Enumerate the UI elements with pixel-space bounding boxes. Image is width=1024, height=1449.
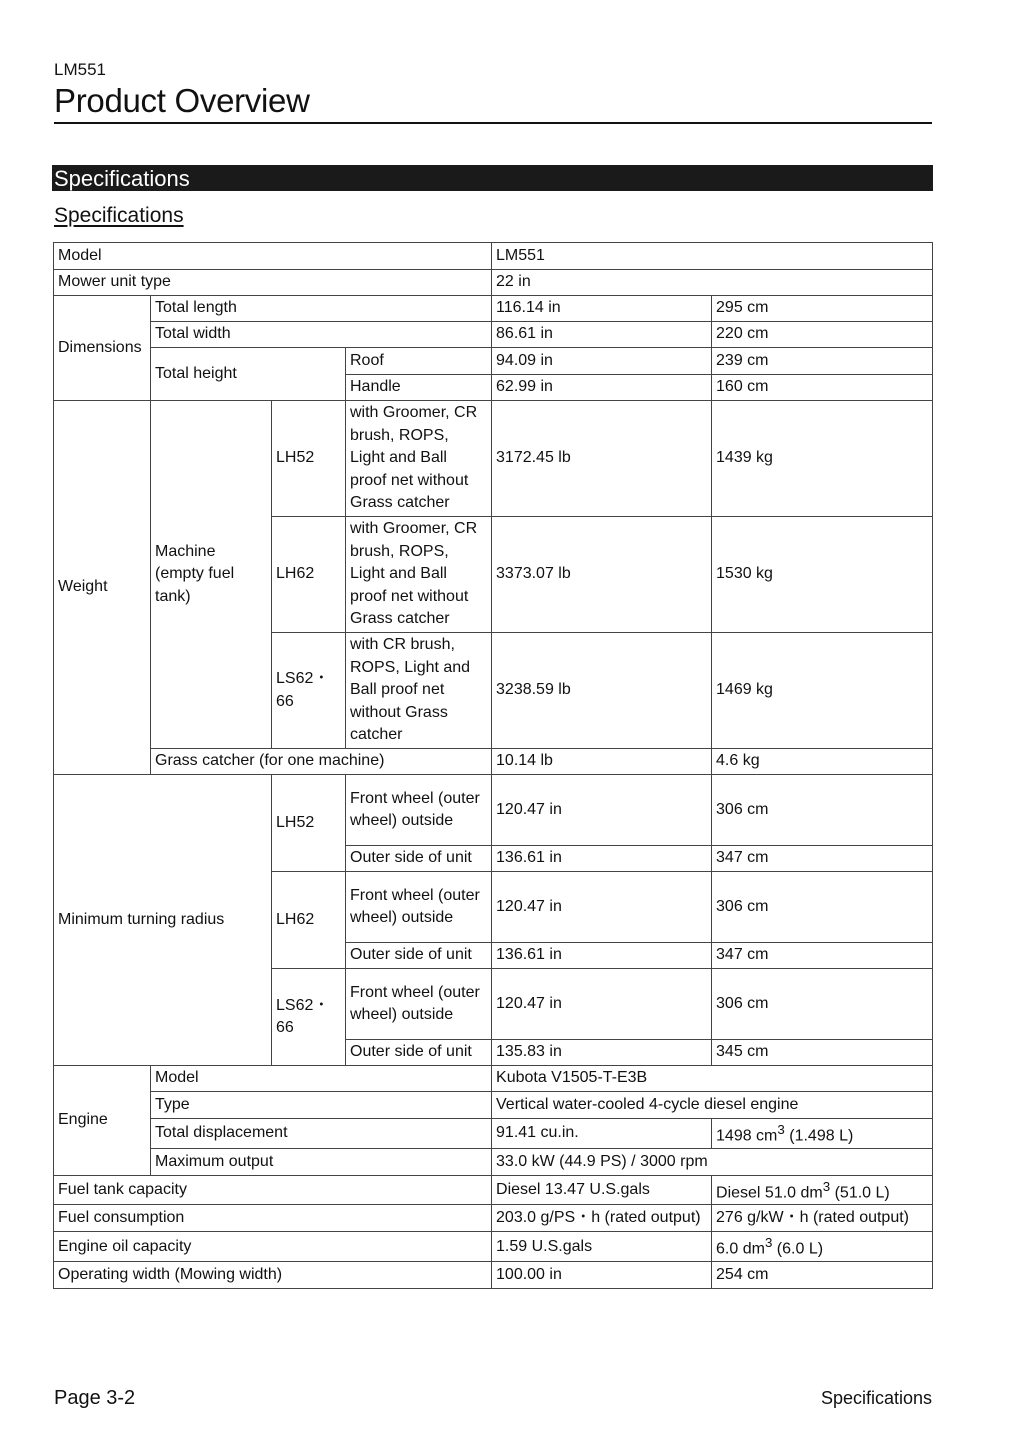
table-row	[54, 775, 933, 846]
spec-label: Total length	[151, 296, 492, 322]
spec-sublabel: Front wheel (outer wheel) outside	[346, 775, 492, 846]
subsection-title: Specifications	[54, 204, 184, 227]
spec-group-label: Dimensions	[54, 296, 151, 401]
spec-value: Kubota V1505-T-E3B	[492, 1066, 933, 1092]
spec-value-imperial: 135.83 in	[492, 1040, 712, 1066]
spec-value-imperial: 3373.07 lb	[492, 517, 712, 633]
spec-label: Model	[54, 243, 492, 270]
spec-value-metric: 276 g/kW・h (rated output)	[712, 1205, 933, 1232]
table-row	[54, 1148, 933, 1175]
spec-value: 33.0 kW (44.9 PS) / 3000 rpm	[492, 1148, 933, 1175]
spec-value-metric: 254 cm	[712, 1262, 933, 1289]
spec-sublabel: Roof	[346, 348, 492, 375]
spec-value-imperial: 3238.59 lb	[492, 633, 712, 749]
table-row	[54, 1092, 933, 1119]
machine-model: LH52	[272, 401, 346, 517]
spec-value-metric: 347 cm	[712, 943, 933, 969]
table-row	[54, 1175, 933, 1205]
table-row	[54, 1066, 933, 1092]
spec-value-metric: 160 cm	[712, 375, 933, 401]
spec-value-imperial: 91.41 cu.in.	[492, 1119, 712, 1149]
footer-section-name: Specifications	[820, 1388, 932, 1408]
spec-group-label: Engine	[54, 1066, 151, 1176]
spec-value-metric: 6.0 $dm^3$ (6.0 L)	[712, 1232, 933, 1262]
section-heading-bar: Specifications	[52, 165, 933, 191]
spec-value-metric: 1498 $cm^3$ (1.498 L)	[712, 1119, 933, 1149]
spec-value-metric: 295 cm	[712, 296, 933, 322]
spec-label: Grass catcher (for one machine)	[151, 749, 492, 775]
spec-value-metric: 220 cm	[712, 322, 933, 348]
spec-value-imperial: Diesel 13.47 U.S.gals	[492, 1175, 712, 1205]
spec-value-imperial: 3172.45 lb	[492, 401, 712, 517]
spec-value-metric: Diesel 51.0 $dm^3$ (51.0 L)	[712, 1175, 933, 1205]
spec-value-imperial: 120.47 in	[492, 872, 712, 943]
spec-label: Maximum output	[151, 1148, 492, 1175]
spec-label: Fuel tank capacity	[54, 1175, 492, 1205]
table-row	[54, 1232, 933, 1262]
spec-label: Total displacement	[151, 1119, 492, 1149]
title-divider	[54, 122, 932, 124]
spec-value-metric: 1439 kg	[712, 401, 933, 517]
spec-value-metric: 1469 kg	[712, 633, 933, 749]
spec-value-metric: 345 cm	[712, 1040, 933, 1066]
spec-description: with Groomer, CR brush, ROPS, Light and Ball proof net without Grass catcher	[346, 401, 492, 517]
spec-value-metric: 1530 kg	[712, 517, 933, 633]
spec-sublabel: Front wheel (outer wheel) outside	[346, 969, 492, 1040]
spec-value-imperial: 136.61 in	[492, 943, 712, 969]
document-model-code: LM551	[54, 60, 106, 79]
spec-group-label: Weight	[54, 401, 151, 775]
spec-label: Machine (empty fuel tank)	[151, 401, 272, 749]
spec-value-metric: 306 cm	[712, 872, 933, 943]
spec-value: Vertical water-cooled 4-cycle diesel engine	[492, 1092, 933, 1119]
table-row	[54, 749, 933, 775]
spec-label: Model	[151, 1066, 492, 1092]
spec-label: Fuel consumption	[54, 1205, 492, 1232]
spec-value: 22 in	[492, 270, 933, 296]
spec-value-metric: 4.6 kg	[712, 749, 933, 775]
spec-value-metric: 347 cm	[712, 846, 933, 872]
spec-value-imperial: 94.09 in	[492, 348, 712, 375]
spec-group-label: Minimum turning radius	[54, 775, 272, 1066]
specifications-table	[53, 242, 933, 1289]
table-row	[54, 270, 933, 296]
spec-value-metric: 306 cm	[712, 969, 933, 1040]
spec-value-imperial: 86.61 in	[492, 322, 712, 348]
spec-value-imperial: 120.47 in	[492, 969, 712, 1040]
spec-value-imperial: 1.59 U.S.gals	[492, 1232, 712, 1262]
table-row	[54, 243, 933, 270]
spec-value-imperial: 120.47 in	[492, 775, 712, 846]
spec-value-imperial: 116.14 in	[492, 296, 712, 322]
spec-value-imperial: 62.99 in	[492, 375, 712, 401]
table-row	[54, 1205, 933, 1232]
spec-value-imperial: 10.14 lb	[492, 749, 712, 775]
spec-value-metric: 306 cm	[712, 775, 933, 846]
table-row	[54, 322, 933, 348]
page-title: Product Overview	[54, 82, 310, 119]
spec-value-imperial: 100.00 in	[492, 1262, 712, 1289]
table-row	[54, 296, 933, 322]
spec-label: Engine oil capacity	[54, 1232, 492, 1262]
machine-model: LS62・66	[272, 969, 346, 1066]
table-row	[54, 348, 933, 375]
machine-model: LH62	[272, 517, 346, 633]
spec-value-metric: 239 cm	[712, 348, 933, 375]
spec-sublabel: Outer side of unit	[346, 1040, 492, 1066]
spec-description: with Groomer, CR brush, ROPS, Light and Ball proof net without Grass catcher	[346, 517, 492, 633]
spec-value-imperial: 136.61 in	[492, 846, 712, 872]
machine-model: LH52	[272, 775, 346, 872]
spec-sublabel: Outer side of unit	[346, 943, 492, 969]
spec-sublabel: Handle	[346, 375, 492, 401]
spec-label: Total height	[151, 348, 346, 401]
spec-label: Total width	[151, 322, 492, 348]
page-number: Page 3-2	[54, 1387, 136, 1409]
table-row	[54, 401, 933, 517]
spec-sublabel: Front wheel (outer wheel) outside	[346, 872, 492, 943]
spec-label: Type	[151, 1092, 492, 1119]
table-row	[54, 1262, 933, 1289]
spec-label: Mower unit type	[54, 270, 492, 296]
spec-value: LM551	[492, 243, 933, 270]
spec-value-imperial: 203.0 g/PS・h (rated output)	[492, 1205, 712, 1232]
machine-model: LS62・66	[272, 633, 346, 749]
spec-label: Operating width (Mowing width)	[54, 1262, 492, 1289]
machine-model: LH62	[272, 872, 346, 969]
spec-description: with CR brush, ROPS, Light and Ball proof net without Grass catcher	[346, 633, 492, 749]
spec-sublabel: Outer side of unit	[346, 846, 492, 872]
table-row	[54, 1119, 933, 1149]
